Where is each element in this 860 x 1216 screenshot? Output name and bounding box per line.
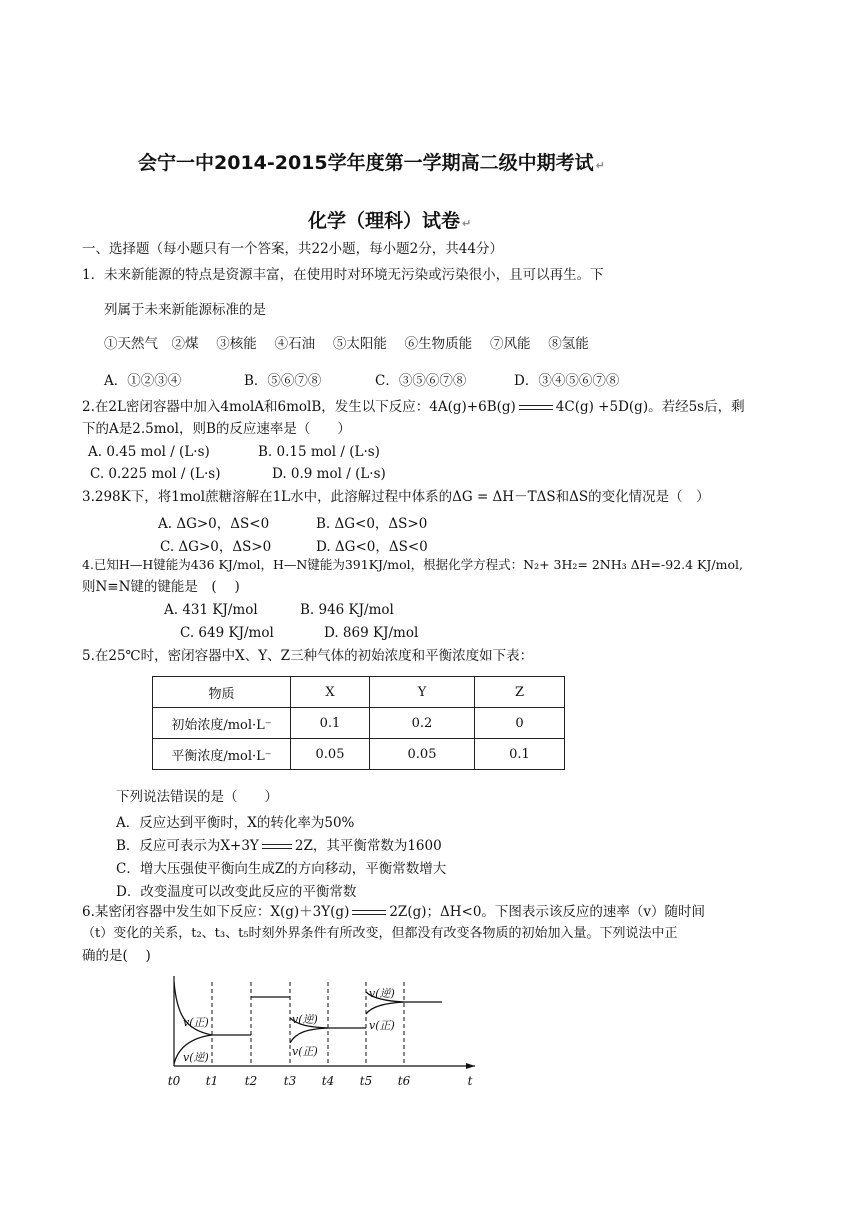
table-header: Y [370,677,475,708]
q3-option-a: A. ΔG>0，ΔS<0 [158,516,270,532]
x-axis-label: t [467,1074,473,1088]
tick-t3: t3 [283,1074,297,1088]
q2-option-d: D. 0.9 mol / (L·s) [272,466,386,482]
q5-option-c: C．增大压强使平衡向生成Z的方向移动，平衡常数增大 [116,861,447,877]
table-cell: 0.05 [291,739,370,770]
q4-stem-a: 4.已知H—H键能为436 KJ/mol，H—N键能为391KJ/mol，根据化学方程式：N₂+ 3H₂= 2NH₃ ΔH=-92.4 KJ/mol, [82,557,743,572]
table-header: 物质 [153,677,291,708]
x-axis-arrow-icon [466,1063,475,1069]
q4-option-d: D. 869 KJ/mol [324,625,419,641]
tick-t0: t0 [167,1074,181,1088]
table-cell: 0.05 [370,739,475,770]
table-cell: 平衡浓度/mol·L⁻ [153,739,291,770]
q1-option-b: B．⑤⑥⑦⑧ [244,373,322,389]
q5-ask: 下列说法错误的是（ ） [116,789,278,805]
q1-stem-a: 1．未来新能源的特点是资源丰富，在使用时对环境无污染或污染很小，且可以再生。下 [82,267,604,283]
q2-option-a: A. 0.45 mol / (L·s) [88,444,210,460]
equilibrium-arrow-icon [519,403,553,413]
tick-t6: t6 [397,1074,411,1088]
label-reverse-1: v(逆) [183,1051,209,1064]
q2-option-b: B. 0.15 mol / (L·s) [258,444,380,460]
q2-stem-b: 下的A是2.5mol，则B的反应速率是（ ） [82,421,351,437]
table-row [153,708,565,739]
equilibrium-arrow-icon [352,908,386,918]
q1-option-c: C．③⑤⑥⑦⑧ [375,373,467,389]
label-forward-2: v(正) [292,1045,318,1058]
table-header: Z [475,677,565,708]
q5-option-d: D．改变温度可以改变此反应的平衡常数 [116,884,357,900]
table-cell: 0 [475,708,565,739]
q2-stem-a: 2.在2L密闭容器中加入4molA和6molB，发生以下反应：4A(g)+6B(g) 4C(g) +5D(g)。若经5s后，剩 [82,399,745,415]
q3-stem: 3.298K下，将1mol蔗糖溶解在1L水中，此溶解过程中体系的ΔG = ΔH－TΔS和ΔS的变化情况是（ ） [82,489,710,505]
tick-t5: t5 [359,1074,373,1088]
q5-option-b: B．反应可表示为X+3Y 2Z，其平衡常数为1600 [116,838,442,854]
q1-option-a: A．①②③④ [104,373,182,389]
section-heading: 一、选择题（每小题只有一个答案，共22小题，每小题2分，共44分） [82,241,503,257]
table-cell: 初始浓度/mol·L⁻ [153,708,291,739]
page-title: 会宁一中2014-2015学年度第一学期高二级中期考试 ↵ [138,152,605,174]
q5-stem: 5.在25℃时，密闭容器中X、Y、Z三种气体的初始浓度和平衡浓度如下表： [82,648,534,664]
q6-stem-a: 6.某密闭容器中发生如下反应：X(g)＋3Y(g) 2Z(g)；ΔH<0。下图表示该反应的速率（v）随时间 [82,904,706,920]
q4-option-c: C. 649 KJ/mol [180,625,274,641]
q4-option-a: A. 431 KJ/mol [164,602,258,618]
tick-t1: t1 [205,1074,219,1088]
q6-stem-b: （t）变化的关系，t₂、t₃、t₅时刻外界条件有所改变，但都没有改变各物质的初始加入量。下列说法中正 [82,926,678,941]
equilibrium-arrow-icon [262,842,292,852]
q1-items: ①天然气 ②煤 ③核能 ④石油 ⑤太阳能 ⑥生物质能 ⑦风能 ⑧氢能 [104,336,589,352]
q6-stem-c: 确的是( ) [82,948,151,964]
q2-option-c: C. 0.225 mol / (L·s) [90,466,221,482]
label-reverse-2: v(逆) [292,1013,318,1026]
table-cell: 0.1 [475,739,565,770]
table-row [153,677,565,708]
q3-option-b: B. ΔG<0，ΔS>0 [316,516,428,532]
q5-table [152,676,565,770]
q3-option-d: D. ΔG<0，ΔS<0 [316,539,428,555]
tick-t2: t2 [244,1074,258,1088]
tick-t4: t4 [321,1074,335,1088]
q1-stem-b: 列属于未来新能源标准的是 [104,302,266,318]
rate-time-chart [150,968,490,1094]
label-forward-1: v(正) [183,1016,209,1029]
forward-rate-curve-3 [366,1002,404,1014]
q1-option-d: D．③④⑤⑥⑦⑧ [514,373,620,389]
table-cell: 0.1 [291,708,370,739]
q5-option-a: A．反应达到平衡时，X的转化率为50% [116,815,355,831]
q4-option-b: B. 946 KJ/mol [300,602,394,618]
page-subtitle: 化学（理科）试卷 ↵ [308,210,472,232]
table-header: X [291,677,370,708]
q4-stem-b: 则N≡N键的键能是 ( ) [82,579,240,595]
forward-rate-curve-2 [290,1028,328,1043]
q3-option-c: C. ΔG>0，ΔS>0 [160,539,272,555]
table-cell: 0.2 [370,708,475,739]
table-row [153,739,565,770]
label-reverse-3: v(逆) [369,987,395,1000]
label-forward-3: v(正) [369,1019,395,1032]
